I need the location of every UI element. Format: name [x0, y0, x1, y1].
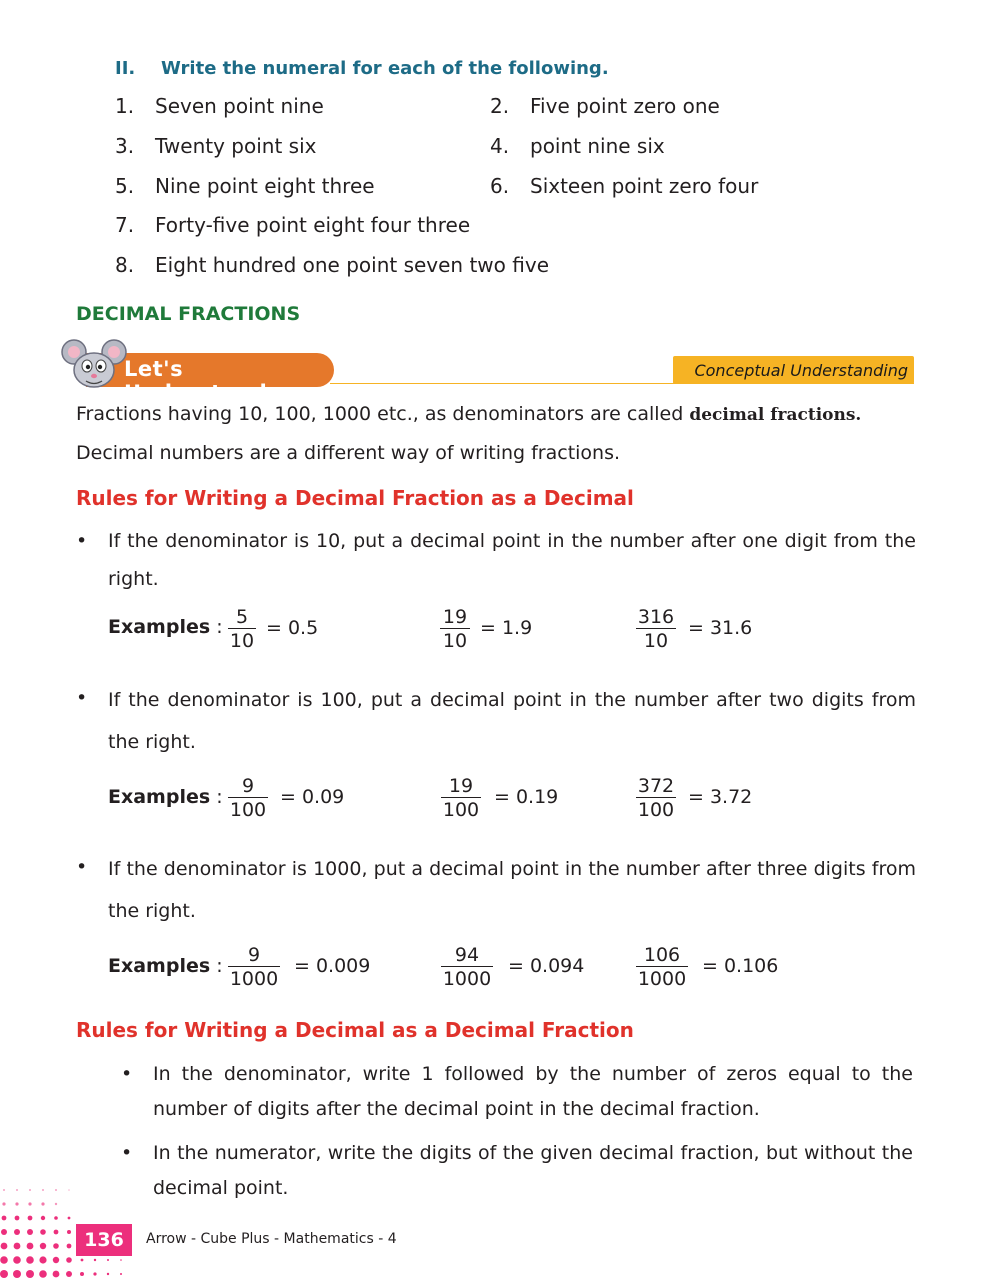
bullet-text: In the numerator, write the digits of the given decimal fraction, but without the decimal point. [153, 1142, 913, 1199]
examples-label-text: Examples [108, 786, 211, 808]
rule-bullet [121, 1057, 916, 1129]
intro-line-2: Decimal numbers are a different way of writing fractions. [76, 442, 621, 464]
numerator: 372 [637, 775, 675, 797]
item-text: Nine point eight three [155, 174, 375, 198]
fraction [228, 944, 280, 991]
intro-text: Fractions having 10, 100, 1000 etc., as denominators are called [76, 403, 690, 425]
fraction-result: = 3.72 [688, 786, 753, 808]
examples-label-text: Examples [108, 955, 211, 977]
bullet-dot: • [76, 530, 88, 552]
exercise-heading [115, 58, 609, 79]
item-text: Twenty point six [155, 134, 317, 158]
numerator: 94 [454, 944, 480, 966]
bullet-dot: • [121, 1063, 133, 1085]
mouse-mascot-icon [60, 336, 128, 394]
rules-heading-2: Rules for Writing a Decimal as a Decimal Fraction [76, 1018, 634, 1042]
denominator: 1000 [442, 968, 492, 990]
item-number: 4. [490, 134, 510, 158]
fraction-result: = 0.009 [294, 955, 371, 977]
rule-bullet [76, 522, 916, 602]
section-title: DECIMAL FRACTIONS [76, 303, 301, 325]
examples-label-text: Examples [108, 616, 211, 638]
rules-heading-1: Rules for Writing a Decimal Fraction as a Decimal [76, 486, 634, 510]
banner-label: Let's Understand [124, 357, 268, 405]
rule-bullet [121, 1136, 916, 1208]
conceptual-understanding-tag [673, 356, 914, 384]
fraction-result: = 0.09 [280, 786, 345, 808]
examples-label: Examples : [108, 616, 223, 638]
exercise-heading-text: Write the numeral for each of the following. [161, 58, 609, 79]
item-text: Eight hundred one point seven two five [155, 253, 549, 277]
fraction-result: = 1.9 [480, 617, 533, 639]
fraction-result: = 0.19 [494, 786, 559, 808]
item-text: Seven point nine [155, 94, 324, 118]
denominator: 1000 [229, 968, 279, 990]
fraction [636, 775, 676, 822]
numerator: 106 [643, 944, 681, 966]
denominator: 1000 [637, 968, 687, 990]
numerator: 19 [448, 775, 474, 797]
footer-book-title: Arrow - Cube Plus - Mathematics - 4 [146, 1231, 397, 1247]
denominator: 100 [637, 799, 675, 821]
denominator: 100 [229, 799, 267, 821]
fraction [228, 606, 256, 653]
denominator: 10 [442, 630, 468, 652]
intro-line-1 [76, 403, 861, 425]
denominator: 100 [442, 799, 480, 821]
fraction [228, 775, 268, 822]
fraction-result: = 0.5 [266, 617, 319, 639]
item-number: 3. [115, 134, 135, 158]
item-text: Five point zero one [530, 94, 720, 118]
fraction-result: = 31.6 [688, 617, 753, 639]
fraction-result: = 0.106 [702, 955, 779, 977]
examples-label: Examples : [108, 786, 223, 808]
item-number: 2. [490, 94, 510, 118]
item-number: 6. [490, 174, 510, 198]
denominator: 10 [229, 630, 255, 652]
numerator: 9 [247, 944, 261, 966]
fraction [636, 606, 676, 653]
item-text: point nine six [530, 134, 665, 158]
bullet-dot: • [76, 687, 88, 709]
fraction [441, 944, 493, 991]
numerator: 19 [442, 606, 468, 628]
fraction [441, 775, 481, 822]
rule-bullet [76, 679, 916, 759]
examples-label: Examples : [108, 955, 223, 977]
denominator: 10 [643, 630, 669, 652]
numerator: 316 [637, 606, 675, 628]
item-number: 5. [115, 174, 135, 198]
rule-bullet [76, 848, 916, 928]
item-text: Sixteen point zero four [530, 174, 759, 198]
fraction [440, 606, 470, 653]
numerator: 5 [235, 606, 249, 628]
intro-bold-term: decimal fractions. [689, 405, 862, 425]
item-number: 8. [115, 253, 135, 277]
bullet-text: If the denominator is 100, put a decimal point in the number after two digits from the right. [108, 689, 916, 753]
item-number: 7. [115, 213, 135, 237]
page-number: 136 [84, 1229, 124, 1251]
bullet-text: If the denominator is 1000, put a decimal point in the number after three digits from the right. [108, 858, 916, 922]
item-number: 1. [115, 94, 135, 118]
bullet-text: If the denominator is 10, put a decimal point in the number after one digit from the right. [108, 530, 916, 590]
page-number-badge [76, 1224, 132, 1256]
numerator: 9 [241, 775, 255, 797]
fraction [636, 944, 688, 991]
exercise-heading-number: II. [115, 58, 136, 79]
tag-label: Conceptual Understanding [694, 360, 908, 380]
fraction-result: = 0.094 [508, 955, 585, 977]
item-text: Forty-five point eight four three [155, 213, 471, 237]
bullet-text: In the denominator, write 1 followed by the number of zeros equal to the number of digits after the decimal point in the decimal fraction. [153, 1063, 913, 1120]
bullet-dot: • [76, 856, 88, 878]
bullet-dot: • [121, 1142, 133, 1164]
